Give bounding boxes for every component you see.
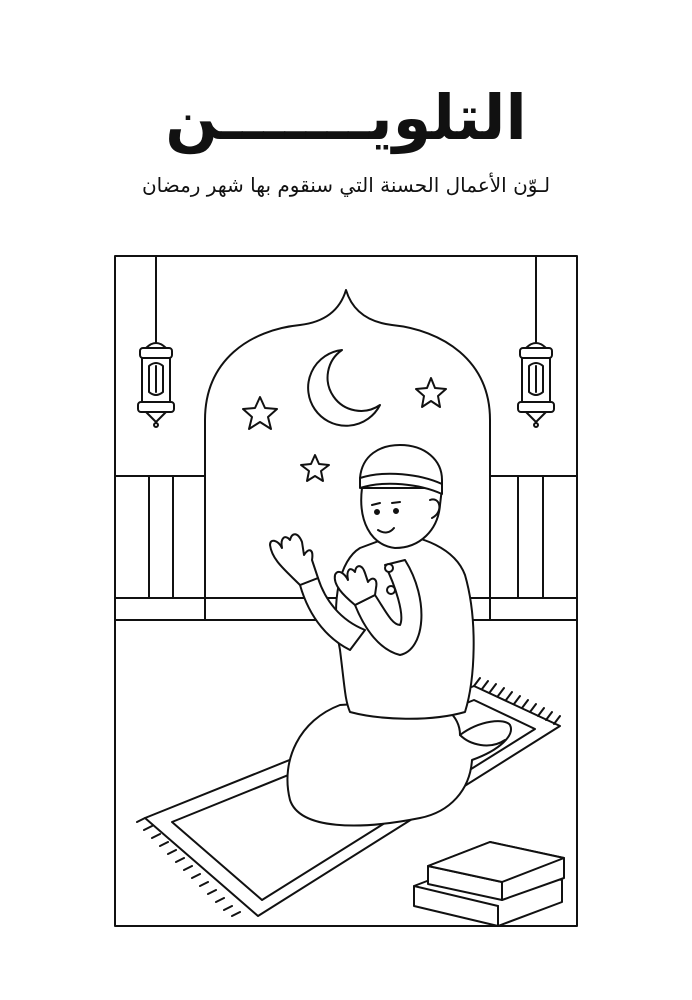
shirt-button (387, 586, 395, 594)
page-title: التلويـــــــن (165, 81, 527, 154)
shirt-button (385, 564, 393, 572)
page-subtitle: لـوّن الأعمال الحسنة التي سنقوم بها شهر رمضان (141, 173, 551, 197)
